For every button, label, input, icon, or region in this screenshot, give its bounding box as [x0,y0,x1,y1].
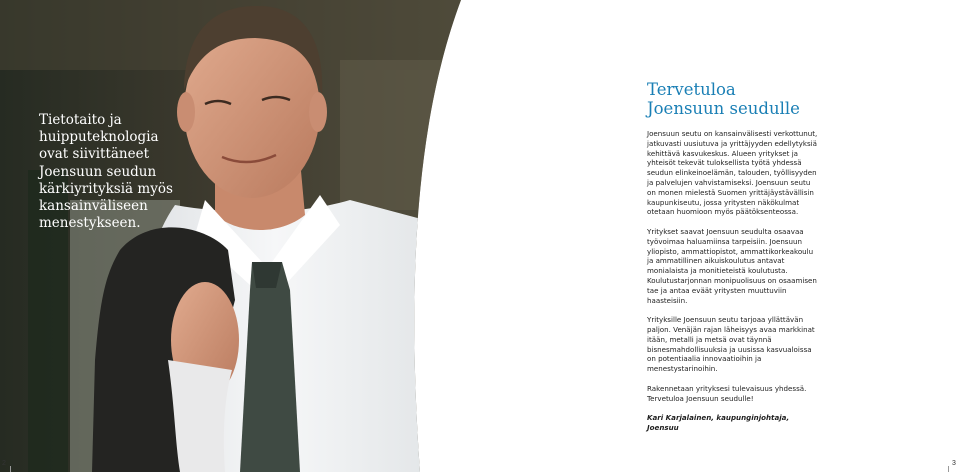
body-paragraph: Joensuun seutu on kansainvälisesti verkottunut, jatkuvasti uusiutuva ja yrittäjyyden edellytyksiä kehittävä kasvukeskus. Alueen yritykset ja yhteisöt tekevät tuloksellista työtä yhdessä seudun elinkeinoelämän, talouden, työllisyyden ja palvelujen vahvistamiseksi. Joensuun seutu on monen mielestä Suomen yrittäjäystävällisin kaupunkiseutu, jossa yritysten näkökulmat otetaan huomioon myös päätöksenteossa. [647,129,818,217]
page-number-left: 2 [2,460,6,467]
body-paragraph: Rakennetaan yrityksesi tulevaisuus yhdessä. Tervetuloa Joensuun seudulle! [647,383,807,403]
page-number-right: 3 [952,460,956,467]
quote-line: Joensuun seudun [39,163,157,180]
quote-line: kärkiyrityksiä myös [39,180,173,197]
body-paragraph: Yritykset saavat Joensuun seudulta osaavaa työvoimaa haluamiinsa tarpeisiin. Joensuun yliopisto, ammattiopistot, ammattikorkeakoulu ja ammatillinen aikuiskoulutus antavat monialaista ja monitieteistä koulutusta. Koulutustarjonnan monipuolisuus on osaamisen tae ja antaa eväät yritysten muuttuviin haasteisiin. [647,226,817,305]
article-body [647,129,819,443]
title-line-2: Joensuun seudulle [647,99,800,118]
quote-line: huipputeknologia [39,129,159,146]
crop-mark [10,466,11,472]
left-page-quote [39,112,189,232]
quote-line: kansainväliseen [39,198,148,215]
quote-line: menestykseen. [39,215,141,232]
quote-line: ovat siivittäneet [39,146,150,163]
title-line-1: Tervetuloa [647,80,736,99]
crop-mark [948,466,949,472]
body-paragraph: Yrityksille Joensuun seutu tarjoaa yllättävän paljon. Venäjän rajan läheisyys avaa markkinat itään, metalli ja metsä ovat täynnä bisnesmahdollisuuksia ja uusissa kasvualoissa on potentiaalia innovaatioihin ja menestystarinoihin. [647,315,815,374]
quote-line: Tietotaito ja [39,112,122,128]
page-title [647,80,800,118]
signature: Kari Karjalainen, kaupunginjohtaja, Joensuu [647,413,790,432]
